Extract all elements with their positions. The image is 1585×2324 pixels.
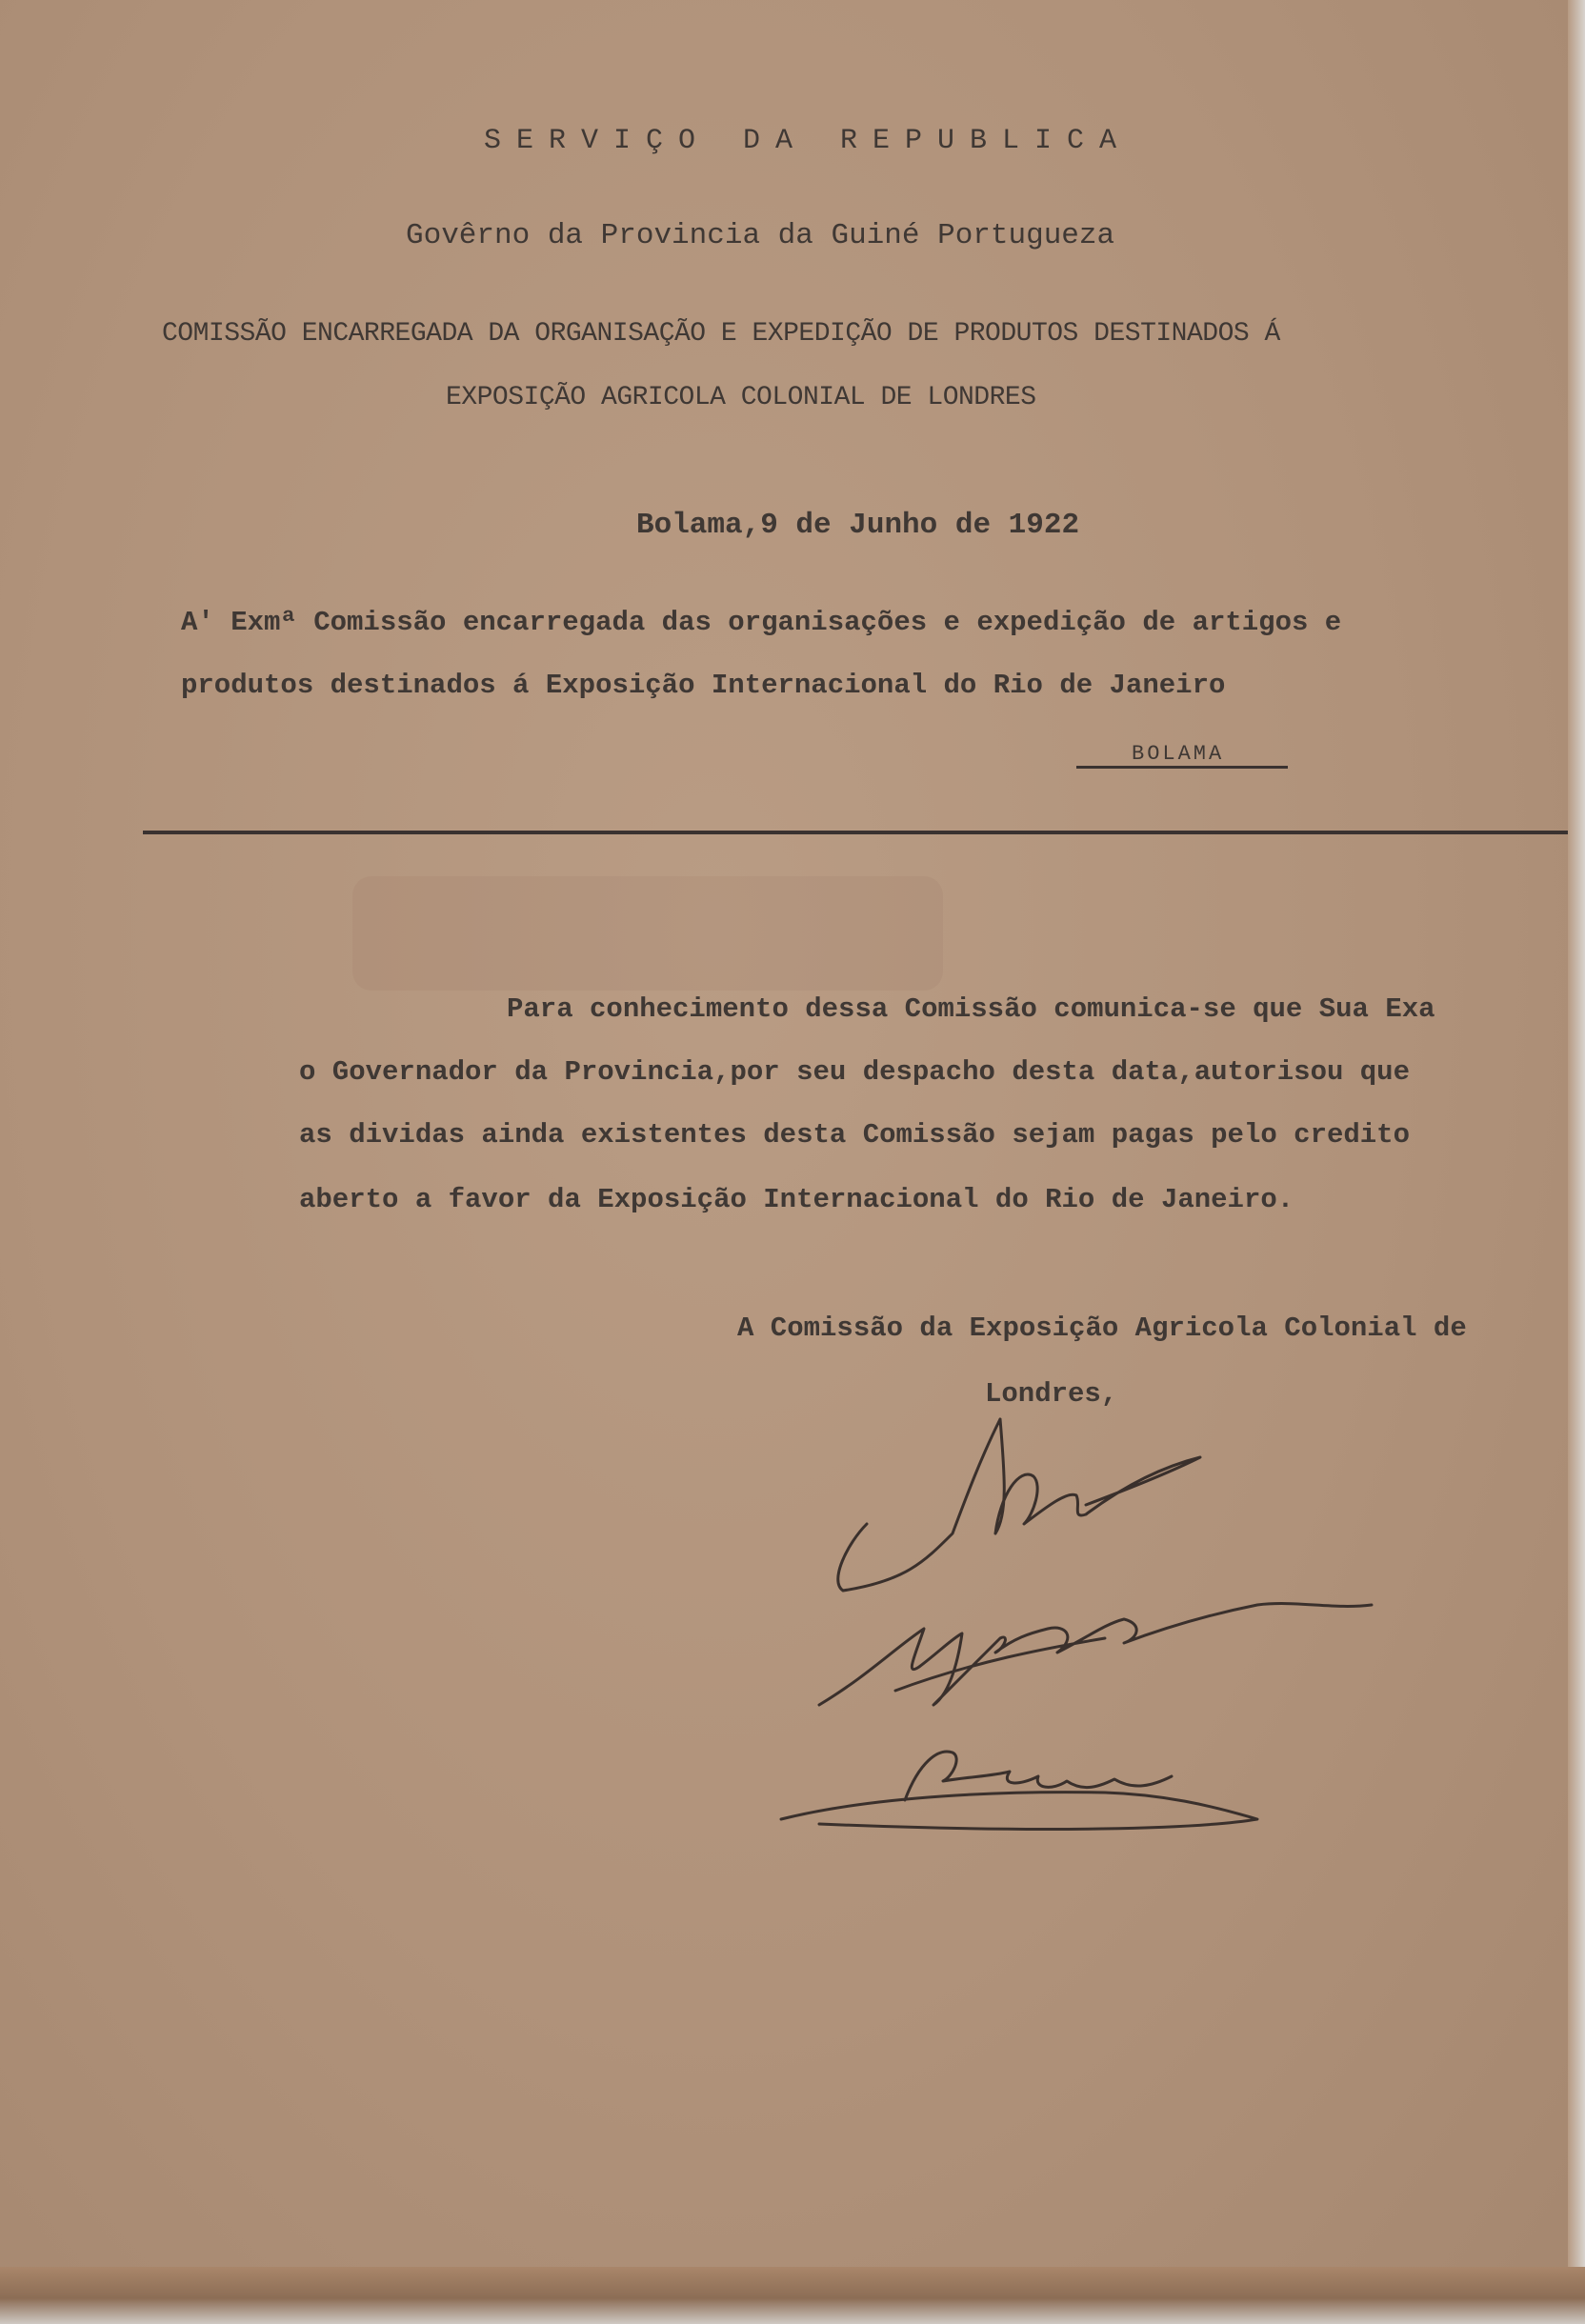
addressee-line1: A' Exmª Comissão encarregada das organisações e expedição de artigos e	[181, 607, 1342, 638]
signature-3	[781, 1752, 1257, 1829]
body-line1: Para conhecimento dessa Comissão comunica-se que Sua Exa	[507, 993, 1435, 1025]
addressee-city: BOLAMA	[1132, 742, 1225, 766]
commission-heading-line2: EXPOSIÇÃO AGRICOLA COLONIAL DE LONDRES	[446, 383, 1036, 412]
signature-1	[838, 1419, 1200, 1591]
signatures-block	[762, 1400, 1429, 1876]
body-line2: o Governador da Provincia,por seu despacho desta data,autorisou que	[299, 1056, 1410, 1088]
paper-right-edge	[1568, 0, 1585, 2324]
body-line4: aberto a favor da Exposição Internacional do Rio de Janeiro.	[299, 1184, 1294, 1215]
body-line3: as dividas ainda existentes desta Comissão sejam pagas pelo credito	[299, 1119, 1410, 1151]
horizontal-rule	[143, 831, 1572, 834]
commission-heading-line1: COMISSÃO ENCARREGADA DA ORGANISAÇÃO E EXPEDIÇÃO DE PRODUTOS DESTINADOS Á	[162, 319, 1280, 349]
paper-bottom-edge	[0, 2267, 1585, 2324]
service-heading: SERVIÇO DA REPUBLICA	[484, 125, 1133, 157]
government-heading: Govêrno da Provincia da Guiné Portugueza	[406, 219, 1115, 252]
dateline: Bolama,9 de Junho de 1922	[636, 509, 1080, 542]
closing-line2: Londres,	[985, 1378, 1118, 1410]
closing-line1: A Comissão da Exposição Agricola Colonial de	[737, 1312, 1467, 1344]
signature-2	[819, 1604, 1372, 1705]
addressee-line2: produtos destinados á Exposição Internacional do Rio de Janeiro	[181, 670, 1226, 701]
faded-stamp-mark	[352, 876, 943, 991]
city-underline	[1076, 766, 1288, 769]
